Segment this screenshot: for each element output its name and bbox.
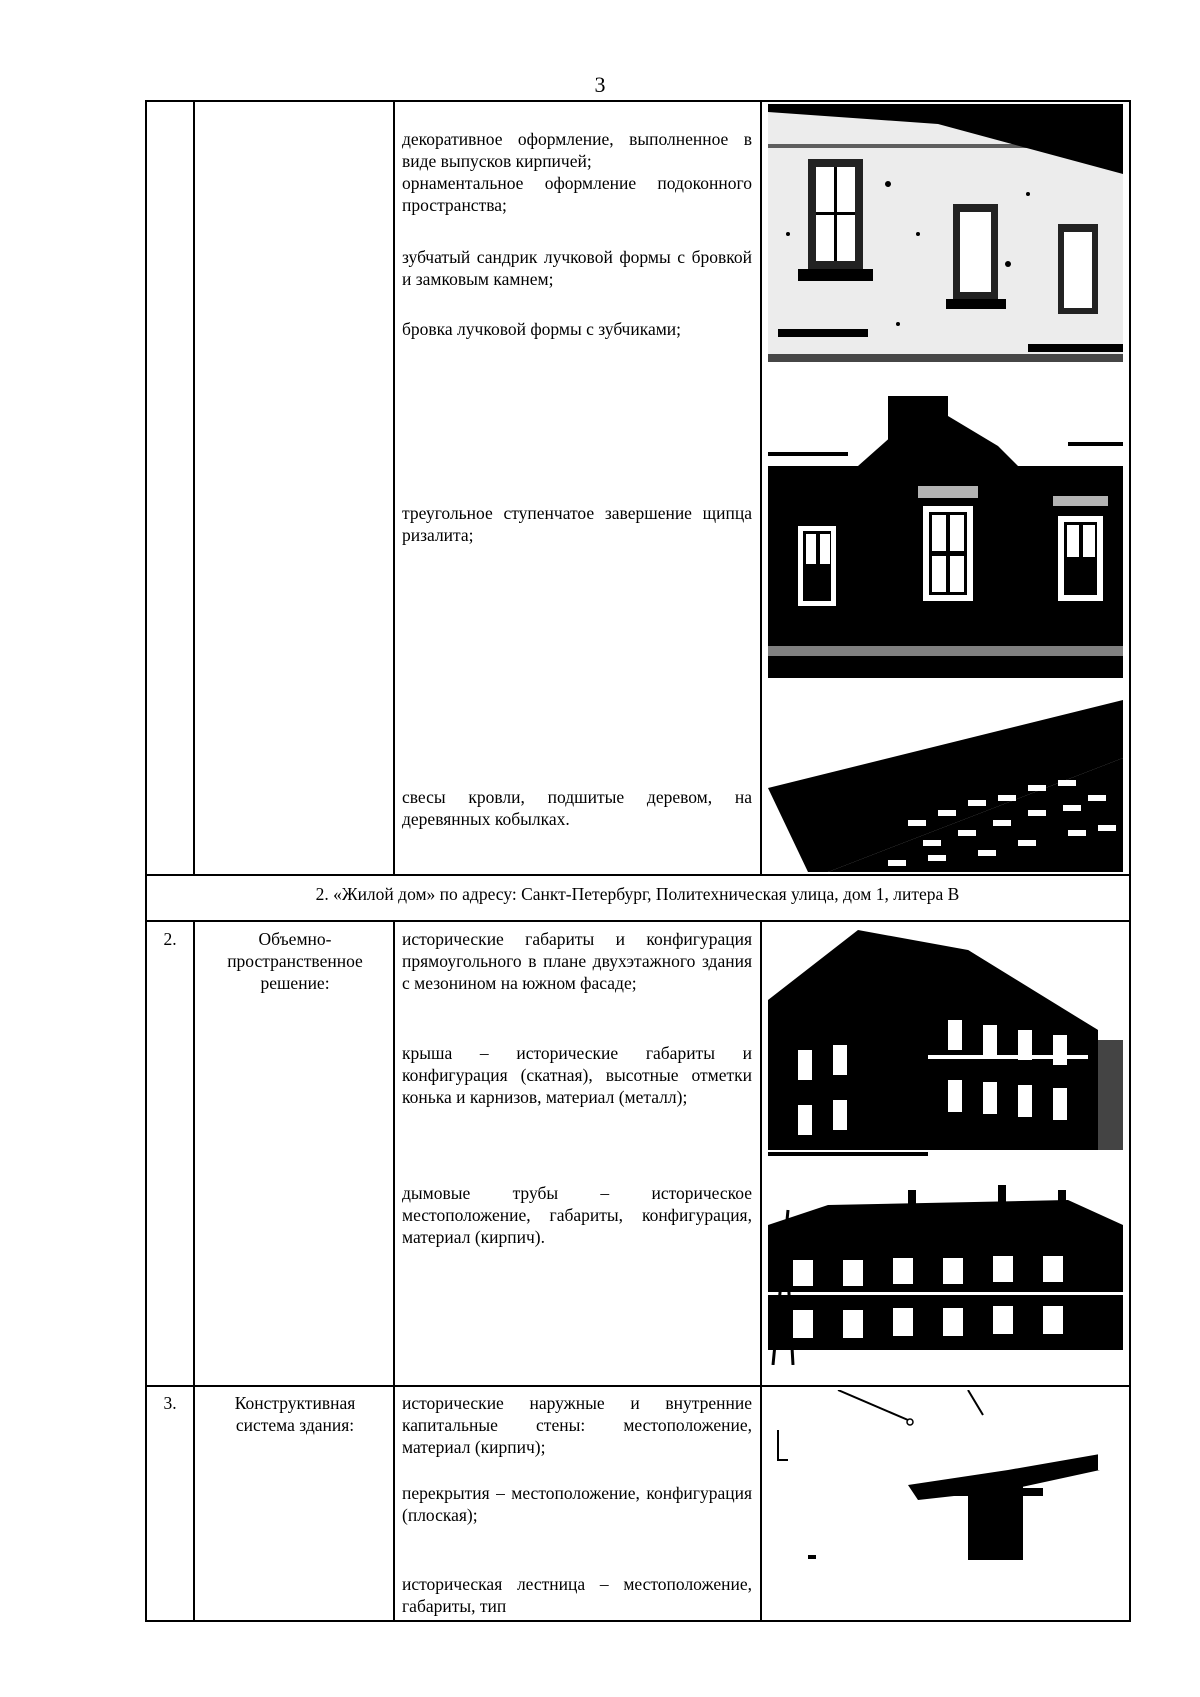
row-number: 2.	[163, 929, 177, 949]
feature-item: перекрытия – местоположение, конфигурация (плоская);	[402, 1483, 752, 1525]
feature-item: декоративное оформление, выполненное в виде выпусков кирпичей;	[402, 129, 752, 171]
feature-list	[402, 502, 752, 546]
feature-item: зубчатый сандрик лучковой формы с бровкой и замковым камнем;	[402, 247, 752, 289]
feature-list	[402, 1482, 752, 1526]
row-subject: Объемно-пространственное решение:	[227, 929, 363, 993]
feature-item: бровка лучковой формы с зубчиками;	[402, 319, 682, 339]
photo-house-corner	[768, 930, 1123, 1165]
feature-list	[402, 318, 752, 340]
column-divider	[760, 100, 762, 876]
feature-list	[402, 1182, 752, 1248]
feature-list	[402, 246, 752, 290]
feature-list	[402, 1042, 752, 1108]
column-divider	[760, 920, 762, 1622]
table-border-bottom	[145, 1620, 1131, 1622]
photo-brick-facade	[768, 104, 1123, 362]
photo-interior-ceiling	[768, 1390, 1123, 1578]
row-subject: Конструктивная система здания:	[234, 1393, 356, 1435]
feature-list	[402, 1392, 752, 1458]
feature-item: крыша – исторические габариты и конфигурация (скатная), высотные отметки конька и карнизов, материал (металл);	[402, 1043, 752, 1107]
feature-list	[402, 128, 752, 216]
feature-list	[402, 928, 752, 994]
row-number: 3.	[163, 1393, 177, 1413]
section-heading: 2. «Жилой дом» по адресу: Санкт-Петербург, Политехническая улица, дом 1, литера В	[315, 884, 960, 904]
feature-list	[402, 1573, 752, 1617]
feature-item: свесы кровли, подшитые деревом, на деревянных кобылках.	[402, 787, 752, 829]
table-border-right	[1129, 100, 1131, 1622]
column-divider	[193, 920, 195, 1622]
photo-stepped-gable	[768, 396, 1123, 678]
feature-item: треугольное ступенчатое завершение щипца ризалита;	[402, 503, 752, 545]
feature-item: историческая лестница – местоположение, габариты, тип	[402, 1574, 752, 1616]
column-divider	[393, 100, 395, 876]
row-divider	[145, 874, 1131, 876]
photo-house-facade	[768, 1180, 1123, 1365]
feature-item: исторические наружные и внутренние капитальные стены: местоположение, материал (кирпич);	[402, 1393, 752, 1457]
feature-item: орнаментальное оформление подоконного пространства;	[402, 173, 752, 215]
row-divider	[145, 1385, 1131, 1387]
row-divider	[145, 920, 1131, 922]
feature-list	[402, 786, 752, 830]
table-border-top	[145, 100, 1131, 102]
page-number: 3	[594, 72, 606, 97]
feature-item: дымовые трубы – историческое местоположение, габариты, конфигурация, материал (кирпич).	[402, 1183, 752, 1247]
photo-roof-overhang	[768, 700, 1123, 872]
column-divider	[393, 920, 395, 1622]
feature-item: исторические габариты и конфигурация прямоугольного в плане двухэтажного здания с мезонином на южном фасаде;	[402, 929, 752, 993]
column-divider	[193, 100, 195, 876]
